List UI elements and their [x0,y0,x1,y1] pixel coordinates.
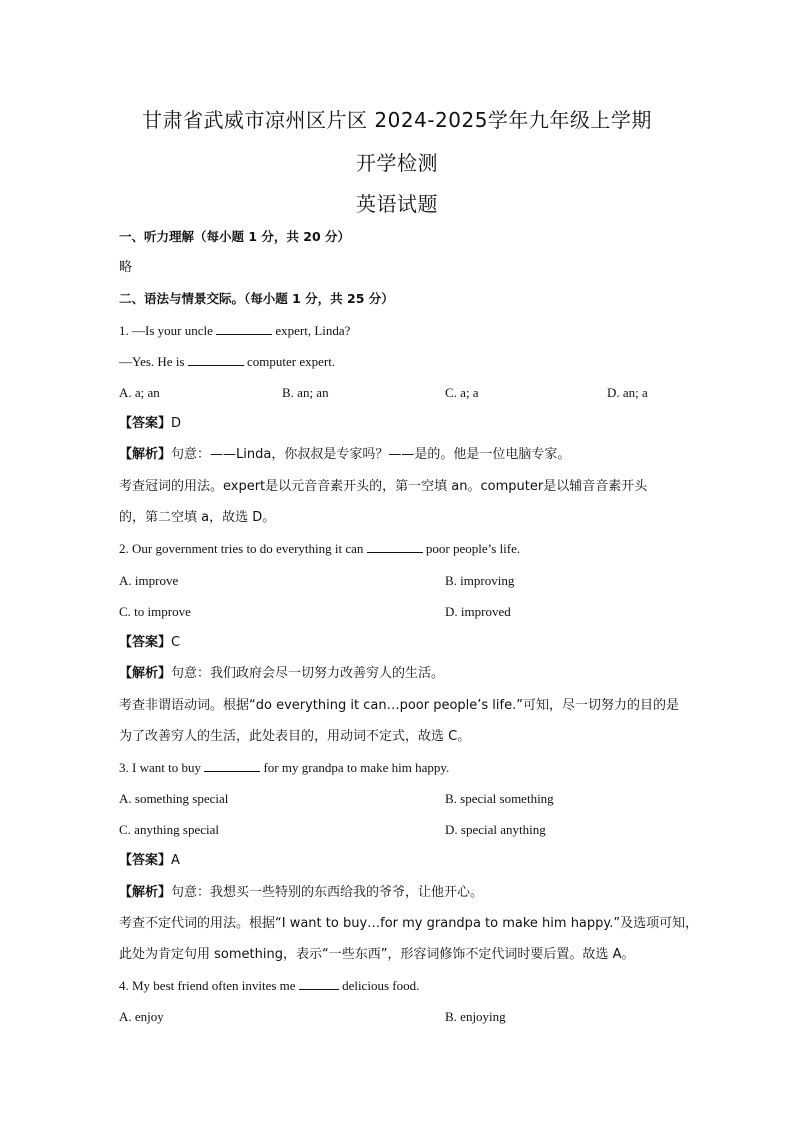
section1-note: 略 [119,260,133,275]
q2-answer-value: C [171,635,181,650]
q4-stem-a: 4. My best friend often invites me [119,978,299,993]
q3-stem-a: 3. I want to buy [119,760,205,775]
q1-answer-label: 【答案】 [119,416,172,431]
q1-answer [119,415,181,433]
q1-stem2-a: —Yes. He is [119,354,188,369]
q2-option-a: A. improve [119,573,179,588]
q2-answer-label: 【答案】 [119,635,172,650]
q3-answer-label: 【答案】 [119,853,172,868]
q3-analysis-2: 考查不定代词的用法。根据“I want to buy…for my grandpa to make him happy.”及选项可知， [119,916,699,931]
q1-analysis-text1: 句意：——Linda，你叔叔是专家吗？——是的。他是一位电脑专家。 [171,447,571,462]
q2-answer [119,634,180,652]
q4-stem [119,977,419,995]
q3-option-a: A. something special [119,791,229,806]
q2-analysis-1 [119,665,444,683]
q3-stem [119,759,449,777]
q2-blank [367,540,423,553]
q2-stem-b: poor people’s life. [422,541,521,556]
q4-option-b: B. enjoying [445,1009,506,1024]
section2-heading: 二、语法与情景交际。（每小题 1 分，共 25 分） [119,291,394,306]
q3-analysis-text1: 句意：我想买一些特别的东西给我的爷爷，让他开心。 [171,885,484,900]
q3-option-d: D. special anything [445,822,546,837]
q1-stem-a: 1. —Is your uncle [119,323,217,338]
q1-option-b: B. an; an [282,385,329,400]
q1-analysis-3: 的，第二空填 a，故选 D。 [119,510,276,525]
q1-stem2 [119,353,335,371]
q1-stem-b: expert, Linda? [272,323,351,338]
q1-stem2-b: computer expert. [243,354,336,369]
q4-stem-b: delicious food. [338,978,420,993]
q2-analysis-2: 考查非谓语动词。根据“do everything it can…poor people’s life.”可知，尽一切努力的目的是 [119,698,679,713]
q1-option-c: C. a; a [445,385,479,400]
q2-stem [119,540,520,558]
q3-answer [119,852,180,870]
q1-analysis-label: 【解析】 [119,447,172,462]
q2-stem-a: 2. Our government tries to do everything it can [119,541,367,556]
q4-option-a: A. enjoy [119,1009,164,1024]
q3-answer-value: A [171,853,180,868]
q2-analysis-text1: 句意：我们政府会尽一切努力改善穷人的生活。 [171,666,445,681]
q1-analysis-1 [119,446,570,464]
q2-analysis-label: 【解析】 [119,666,172,681]
q1-stem [119,322,350,340]
q2-option-b: B. improving [445,573,515,588]
q3-option-b: B. special something [445,791,554,806]
q3-stem-b: for my grandpa to make him happy. [260,760,450,775]
q1-answer-value: D [171,416,182,431]
q3-blank [204,759,260,772]
q1-blank2 [188,353,244,366]
exam-title-line3: 英语试题 [356,192,438,216]
q3-option-c: C. anything special [119,822,220,837]
q3-analysis-3: 此处为肯定句用 something，表示“一些东西”，形容词修饰不定代词时要后置。故选 A。 [119,947,635,962]
q3-analysis-1 [119,884,483,902]
q3-analysis-label: 【解析】 [119,885,172,900]
q1-option-d: D. an; a [607,385,648,400]
q1-option-a: A. a; an [119,385,160,400]
exam-title-line2: 开学检测 [356,151,438,175]
q1-analysis-2: 考查冠词的用法。expert是以元音音素开头的，第一空填 an。computer是以辅音音素开头 [119,479,648,494]
q2-option-d: D. improved [445,604,511,619]
q1-blank1 [216,322,272,335]
exam-title-line1: 甘肃省武威市凉州区片区 2024-2025学年九年级上学期 [142,108,652,132]
q2-analysis-3: 为了改善穷人的生活，此处表目的，用动词不定式，故选 C。 [119,729,471,744]
section1-heading: 一、听力理解（每小题 1 分，共 20 分） [119,229,351,244]
q4-blank [299,977,339,990]
q2-option-c: C. to improve [119,604,191,619]
